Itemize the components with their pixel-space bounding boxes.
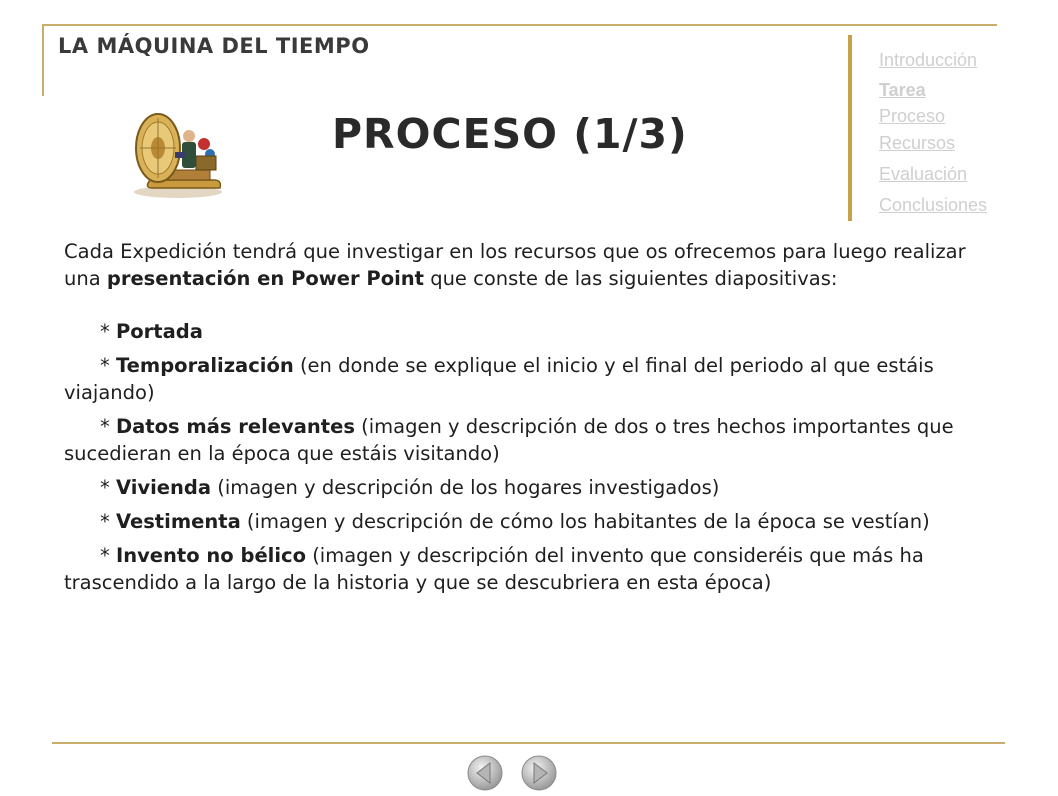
nav-evaluacion-link[interactable]: Evaluación <box>879 164 968 184</box>
item-description: (en donde se explique el inicio y el final del periodo al que estáis viajando) <box>64 354 934 404</box>
list-item <box>64 352 1008 406</box>
item-bullet: * <box>100 354 116 377</box>
top-divider <box>42 24 997 26</box>
main-content <box>64 238 1008 603</box>
item-bullet: * <box>100 320 116 343</box>
nav-tarea-link[interactable]: Tarea <box>879 80 926 100</box>
intro-paragraph <box>64 238 1008 292</box>
nav-proceso-link[interactable]: Proceso <box>879 106 946 126</box>
page-title: PROCESO (1/3) <box>332 110 688 158</box>
next-button[interactable] <box>520 754 558 792</box>
nav-conclusiones-link[interactable]: Conclusiones <box>879 195 988 215</box>
nav-recursos-link[interactable]: Recursos <box>879 133 956 153</box>
list-item <box>64 318 1008 345</box>
intro-text: Cada Expedición tendrá que investigar en los recursos que os ofrecemos para luego realizar una <box>64 240 966 290</box>
intro-bold-text: presentación en Power Point <box>106 267 424 290</box>
item-title: Temporalización <box>115 354 294 377</box>
item-bullet: * <box>100 544 116 567</box>
time-machine-icon <box>128 108 228 200</box>
list-item <box>64 474 1008 501</box>
item-bullet: * <box>100 415 116 438</box>
list-item <box>64 413 1008 467</box>
item-description: (imagen y descripción de cómo los habitantes de la época se vestían) <box>240 510 930 533</box>
arrow-left-icon <box>466 754 504 792</box>
item-title: Vestimenta <box>115 510 241 533</box>
item-title: Datos más relevantes <box>115 415 355 438</box>
item-description: (imagen y descripción del invento que consideréis que más ha trascendido a la largo de la historia y que se descubriera en esta época) <box>64 544 924 594</box>
item-bullet: * <box>100 476 116 499</box>
item-title: Vivienda <box>115 476 212 499</box>
list-item <box>64 542 1008 596</box>
list-item <box>64 508 1008 535</box>
arrow-right-icon <box>520 754 558 792</box>
site-title: LA MÁQUINA DEL TIEMPO <box>58 34 370 58</box>
item-description: (imagen y descripción de los hogares investigados) <box>211 476 720 499</box>
nav-divider <box>848 35 852 221</box>
intro-text-end: que conste de las siguientes diapositivas: <box>424 267 838 290</box>
nav-introduccion-link[interactable]: Introducción <box>879 50 978 70</box>
item-description: (imagen y descripción de dos o tres hechos importantes que sucedieran en la época que estáis visitando) <box>64 415 954 465</box>
bottom-divider <box>52 742 1005 744</box>
left-divider <box>42 24 44 96</box>
item-title: Portada <box>115 320 203 343</box>
previous-button[interactable] <box>466 754 504 792</box>
item-bullet: * <box>100 510 116 533</box>
item-title: Invento no bélico <box>115 544 306 567</box>
